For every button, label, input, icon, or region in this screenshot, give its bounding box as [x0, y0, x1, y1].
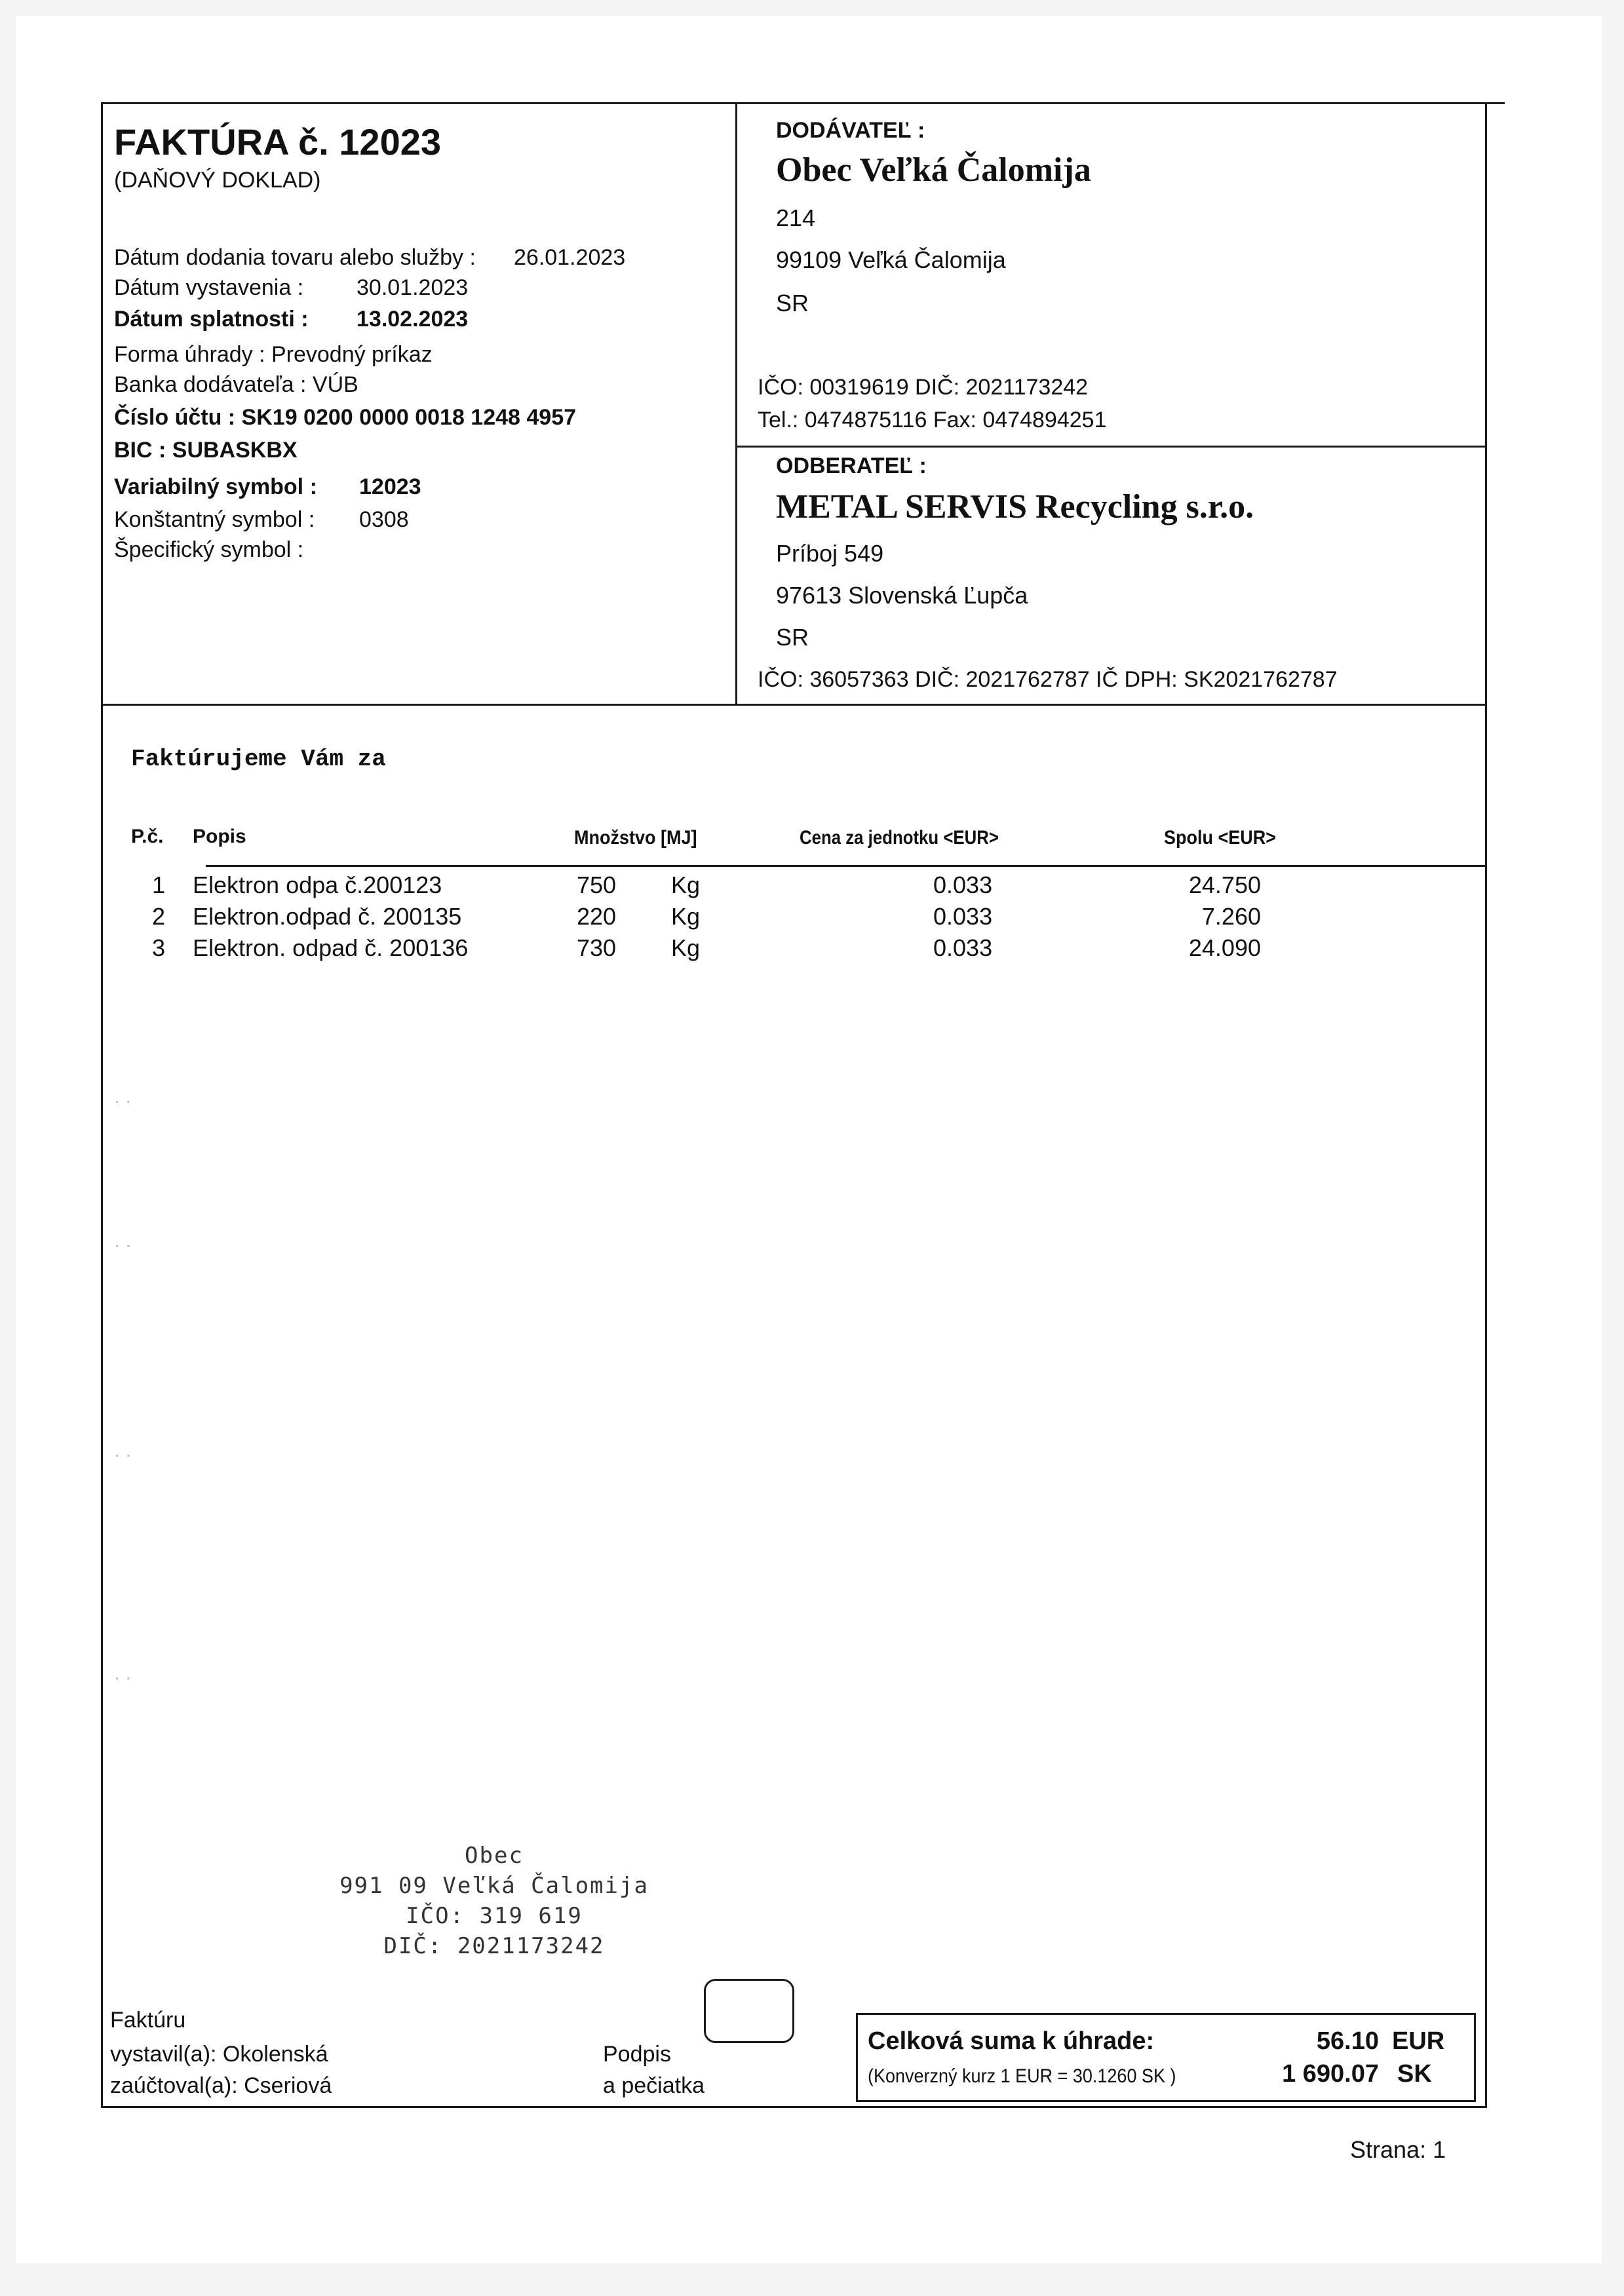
- signature-label-1: Podpis: [603, 2042, 671, 2067]
- customer-name: METAL SERVIS Recycling s.r.o.: [776, 488, 1254, 526]
- invoice-subtitle: (DAŇOVÝ DOKLAD): [114, 168, 321, 193]
- row-unit: Kg: [671, 934, 701, 961]
- currency-eur: EUR: [1392, 2027, 1445, 2055]
- row-number: 2: [152, 903, 166, 930]
- delivery-date-label: Dátum dodania tovaru alebo služby :: [114, 245, 476, 270]
- stamp-line-2: 991 09 Veľká Čalomija: [339, 1873, 649, 1899]
- table-header-underline: [206, 865, 1486, 867]
- stamp-line-3: IČO: 319 619: [406, 1903, 583, 1929]
- intro-text: Faktúrujeme Vám za: [131, 746, 386, 773]
- scan-noise: · ·: [114, 1234, 132, 1255]
- row-unit-price: 0.033: [933, 903, 993, 930]
- constant-symbol-label: Konštantný symbol :: [114, 507, 315, 532]
- col-header-qty: Množstvo [MJ]: [574, 827, 697, 849]
- currency-sk: SK: [1397, 2060, 1432, 2088]
- constant-symbol: 0308: [359, 507, 409, 532]
- row-unit-price: 0.033: [933, 871, 993, 898]
- signature-label-2: a pečiatka: [603, 2073, 705, 2098]
- bic-code: BIC : SUBASKBX: [114, 438, 298, 463]
- supplier-country: SR: [776, 290, 809, 316]
- row-description: Elektron.odpad č. 200135: [193, 903, 462, 930]
- customer-city: 97613 Slovenská Ľupča: [776, 582, 1028, 609]
- invoice-title: FAKTÚRA č. 12023: [114, 121, 441, 163]
- row-total: 7.260: [1201, 903, 1261, 930]
- booked-by: zaúčtoval(a): Cseriová: [110, 2073, 332, 2098]
- supplier-heading: DODÁVATEĽ :: [776, 118, 925, 143]
- col-header-unit-price: Cena za jednotku <EUR>: [800, 827, 999, 849]
- total-label: Celková suma k úhrade:: [868, 2027, 1155, 2055]
- page-number: Strana: 1: [1350, 2136, 1446, 2163]
- scan-noise: · ·: [114, 1090, 132, 1111]
- issue-date: 30.01.2023: [357, 275, 469, 300]
- row-quantity: 220: [577, 903, 617, 930]
- payment-form: Forma úhrady : Prevodný príkaz: [114, 342, 433, 367]
- stamp-line-1: Obec: [465, 1843, 524, 1869]
- supplier-contact: Tel.: 0474875116 Fax: 0474894251: [758, 408, 1107, 432]
- supplier-name: Obec Veľká Čalomija: [776, 151, 1091, 189]
- supplier-bank: Banka dodávateľa : VÚB: [114, 372, 358, 397]
- row-number: 1: [152, 871, 166, 898]
- supplier-street: 214: [776, 204, 816, 231]
- total-box: [856, 2013, 1476, 2102]
- row-total: 24.750: [1188, 871, 1261, 898]
- col-header-desc: Popis: [193, 826, 246, 847]
- total-sk: 1 690.07: [1282, 2060, 1379, 2088]
- row-description: Elektron. odpad č. 200136: [193, 934, 469, 961]
- issue-date-label: Dátum vystavenia :: [114, 275, 304, 300]
- variable-symbol: 12023: [359, 474, 421, 499]
- due-date-label: Dátum splatnosti :: [114, 307, 309, 332]
- frame-left-border: [101, 102, 103, 2107]
- stamp-line-4: DIČ: 2021173242: [383, 1933, 605, 1959]
- row-total: 24.090: [1188, 934, 1261, 961]
- header-bottom-border: [101, 704, 1487, 706]
- row-quantity: 750: [577, 871, 617, 898]
- row-unit-price: 0.033: [933, 934, 993, 961]
- customer-ids: IČO: 36057363 DIČ: 2021762787 IČ DPH: SK2021762787: [758, 667, 1338, 692]
- row-quantity: 730: [577, 934, 617, 961]
- customer-street: Príboj 549: [776, 540, 884, 567]
- customer-country: SR: [776, 624, 809, 651]
- supplier-city: 99109 Veľká Čalomija: [776, 246, 1006, 273]
- conversion-rate: (Konverzný kurz 1 EUR = 30.1260 SK ): [868, 2065, 1176, 2087]
- scan-noise: · ·: [114, 1444, 132, 1464]
- variable-symbol-label: Variabilný symbol :: [114, 474, 317, 499]
- issued-by: vystavil(a): Okolenská: [110, 2042, 328, 2067]
- due-date: 13.02.2023: [357, 307, 469, 332]
- total-eur: 56.10: [1316, 2027, 1379, 2055]
- row-number: 3: [152, 934, 166, 961]
- supplier-customer-divider: [735, 446, 1486, 448]
- supplier-ids: IČO: 00319619 DIČ: 2021173242: [758, 375, 1089, 400]
- specific-symbol-label: Špecifický symbol :: [114, 537, 304, 562]
- delivery-date: 26.01.2023: [514, 245, 626, 270]
- row-unit: Kg: [671, 903, 701, 930]
- scan-noise: · ·: [114, 1667, 132, 1687]
- row-unit: Kg: [671, 871, 701, 898]
- invoice-page: [16, 16, 1602, 2263]
- row-description: Elektron odpa č.200123: [193, 871, 442, 898]
- frame-bottom-border: [101, 2106, 1487, 2108]
- col-header-total: Spolu <EUR>: [1164, 827, 1277, 849]
- footer-invoice-word: Faktúru: [110, 2008, 186, 2033]
- customer-heading: ODBERATEĽ :: [776, 453, 927, 478]
- account-number: Číslo účtu : SK19 0200 0000 0018 1248 4957: [114, 405, 577, 430]
- col-header-no: P.č.: [131, 826, 164, 847]
- frame-top-border: [101, 102, 1505, 104]
- header-divider: [735, 102, 737, 705]
- signature-box: [704, 1979, 794, 2043]
- frame-right-border: [1485, 102, 1487, 2107]
